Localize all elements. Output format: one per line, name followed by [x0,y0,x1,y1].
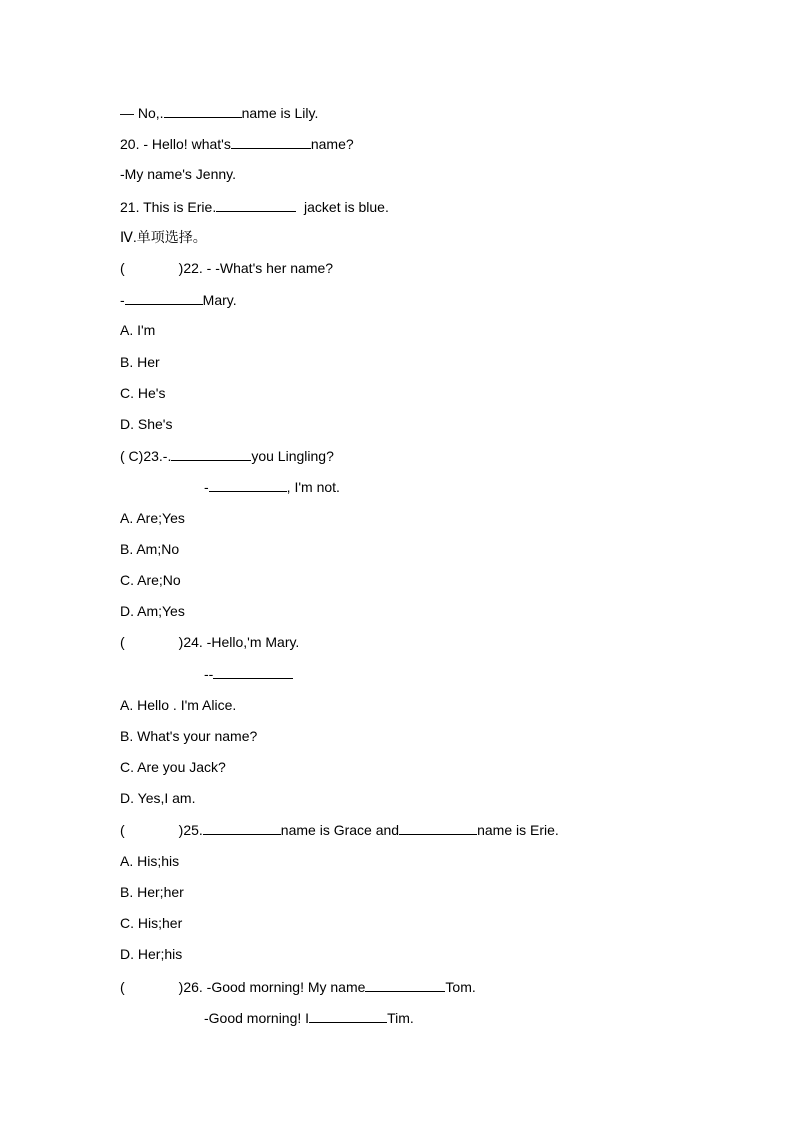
question-25 [120,820,559,839]
text: - [204,479,209,495]
text: name is Grace and [280,822,400,838]
option-d: D. Her;his [120,946,183,962]
question-23-answer [204,477,340,496]
text: 21. This is Erie. [120,199,217,215]
answer-blank [216,197,296,212]
text: you Lingling? [251,448,334,464]
text: Tom. [445,979,476,995]
option-c: C. Are you Jack? [120,759,226,775]
text: )22. - -What's her name? [178,260,334,276]
section-title: Ⅳ.单项选择。 [120,229,207,245]
text: , I'm not. [286,479,340,495]
text: name is Lily. [241,105,319,121]
text: Mary. [202,292,237,308]
answer-blank [309,1008,387,1023]
text: -My name's Jenny. [120,166,237,182]
option-c: C. Are;No [120,572,181,588]
text: — No,. [120,105,164,121]
answer-paren-open: ( [120,260,125,276]
question-22-answer [120,290,237,309]
answer-blank [399,820,477,835]
text: -- [204,666,214,682]
answer-blank [203,820,281,835]
option-a: A. Hello . I'm Alice. [120,697,237,713]
question-22 [120,259,333,277]
text: Tim. [387,1010,414,1026]
option-d: D. Yes,I am. [120,790,196,806]
question-23 [120,446,334,465]
option-b: B. What's your name? [120,728,258,744]
answer-blank [231,134,311,149]
question-24-answer [204,664,293,683]
option-b: B. Am;No [120,541,180,557]
option-b: B. Her [120,354,160,370]
answer-paren-open: ( [120,634,125,650]
text: )25. [178,822,203,838]
answer-blank [125,290,203,305]
option-a: A. His;his [120,853,180,869]
option-d: D. She's [120,416,173,432]
answer-blank [209,477,287,492]
text: - [120,292,125,308]
answer-paren-open: ( [120,822,125,838]
answer-paren-open: ( [120,979,125,995]
answer-blank [365,977,445,992]
option-a: A. I'm [120,322,156,338]
question-26-answer [204,1008,414,1027]
section-heading [120,228,207,246]
option-c: C. He's [120,385,166,401]
text: )24. -Hello,'m Mary. [178,634,300,650]
text: name? [310,136,354,152]
text: -Good morning! I [204,1010,310,1026]
option-b: B. Her;her [120,884,184,900]
answer-blank [171,446,251,461]
question-20 [120,134,354,153]
line-no-name-is-lily [120,103,318,122]
answer-blank [213,664,293,679]
text: )26. -Good morning! My name [178,979,366,995]
answer-20 [120,165,236,183]
text: jacket is blue. [296,199,389,215]
text: name is Erie. [477,822,559,838]
option-a: A. Are;Yes [120,510,185,526]
question-21 [120,197,389,216]
text: ( C)23.-. [120,448,172,464]
option-c: C. His;her [120,915,183,931]
question-26 [120,977,476,996]
question-24 [120,633,299,651]
option-d: D. Am;Yes [120,603,185,619]
text: 20. - Hello! what's [120,136,231,152]
answer-blank [164,103,242,118]
